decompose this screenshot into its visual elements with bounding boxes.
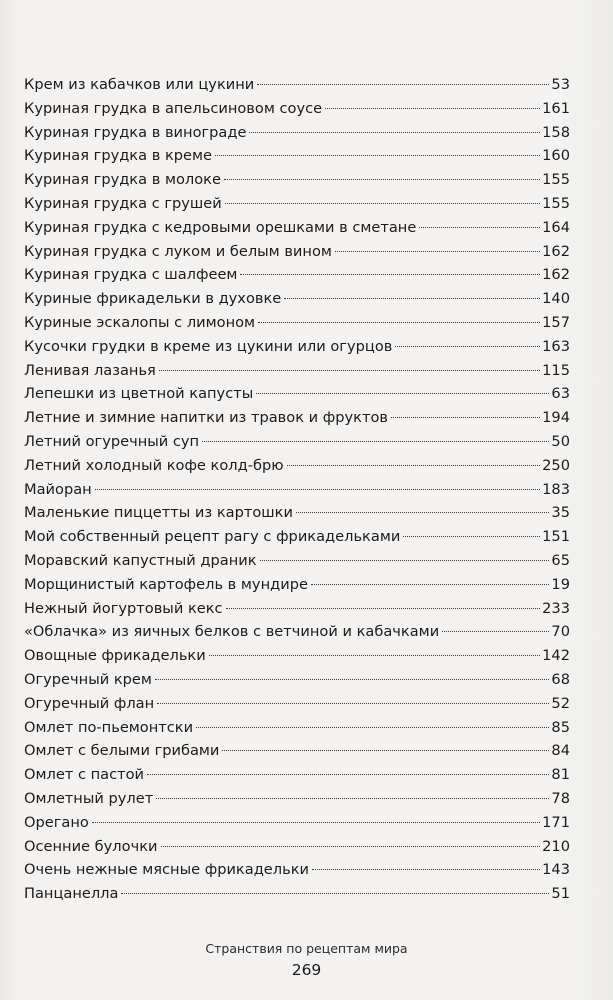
index-entry-page: 160: [542, 147, 570, 165]
index-entry: [24, 144, 570, 168]
index-entry-title: Моравский капустный драник: [24, 551, 257, 569]
dot-leader: [215, 155, 540, 156]
dot-leader: [222, 750, 549, 751]
dot-leader: [224, 179, 540, 180]
index-entry: [24, 382, 570, 406]
index-entry-title: Куриные эскалопы с лимоном: [24, 313, 256, 331]
index-entry: [24, 644, 570, 668]
index-entry: [24, 240, 570, 264]
page-number: 269: [291, 961, 322, 979]
dot-leader: [156, 798, 549, 799]
index-entry-page: 161: [542, 99, 570, 117]
index-entry-title: Куриная грудка с грушей: [24, 194, 222, 212]
index-entry-page: 52: [551, 694, 570, 712]
dot-leader: [161, 846, 541, 847]
index-entry-title: Овощные фрикадельки: [24, 647, 206, 665]
index-entry-page: 35: [551, 504, 570, 522]
index-entry-title: Летний огуречный суп: [24, 432, 200, 450]
index-entry: [24, 739, 570, 763]
dot-leader: [209, 655, 540, 656]
index-entry-title: Огуречный крем: [24, 670, 152, 688]
index-entry-title: Куриная грудка в молоке: [24, 171, 221, 189]
index-entry-title: Омлетный рулет: [24, 789, 154, 807]
index-entry: [24, 716, 570, 740]
index-entry-title: «Облачка» из яичных белков с ветчиной и кабачками: [24, 623, 440, 641]
index-entry-page: 183: [542, 480, 570, 498]
index-entry-title: Летний холодный кофе колд-брю: [24, 456, 284, 474]
dot-leader: [325, 108, 540, 109]
index-entry: [24, 668, 570, 692]
index-entry: [24, 263, 570, 287]
index-entry-page: 155: [542, 194, 570, 212]
index-entry-title: Орегано: [24, 813, 89, 831]
index-entry-title: Омлет с пастой: [24, 766, 145, 784]
index-entry-title: Мой собственный рецепт рагу с фрикадельками: [24, 528, 401, 546]
index-entry-page: 162: [542, 266, 570, 284]
index-entry: [24, 858, 570, 882]
index-entry: [24, 168, 570, 192]
index-entry: [24, 763, 570, 787]
index-entry-title: Лепешки из цветной капусты: [24, 385, 254, 403]
dot-leader: [225, 203, 540, 204]
dot-leader: [260, 560, 550, 561]
index-entry-page: 233: [542, 599, 570, 617]
index-entry-title: Куриная грудка с шалфеем: [24, 266, 238, 284]
dot-leader: [196, 727, 549, 728]
dot-leader: [312, 869, 540, 870]
index-list: [24, 73, 570, 906]
index-entry: [24, 121, 570, 145]
index-entry-page: 157: [542, 313, 570, 331]
dot-leader: [287, 465, 541, 466]
index-entry-title: Очень нежные мясные фрикадельки: [24, 861, 309, 879]
dot-leader: [240, 274, 540, 275]
index-entry-page: 51: [551, 885, 570, 903]
index-entry: [24, 597, 570, 621]
index-entry-title: Омлет с белыми грибами: [24, 742, 220, 760]
dot-leader: [92, 822, 540, 823]
index-entry-page: 250: [542, 456, 570, 474]
index-entry-page: 19: [551, 575, 570, 593]
index-entry-title: Ленивая лазанья: [24, 361, 156, 379]
index-entry: [24, 478, 570, 502]
index-entry-page: 143: [542, 861, 570, 879]
index-entry: [24, 287, 570, 311]
index-entry: [24, 787, 570, 811]
index-entry: [24, 620, 570, 644]
index-entry-title: Омлет по-пьемонтски: [24, 718, 194, 736]
dot-leader: [335, 251, 540, 252]
dot-leader: [296, 512, 549, 513]
index-entry-page: 140: [542, 290, 570, 308]
index-entry-page: 171: [542, 813, 570, 831]
dot-leader: [147, 774, 549, 775]
index-entry-page: 194: [542, 409, 570, 427]
index-entry: [24, 549, 570, 573]
index-entry: [24, 573, 570, 597]
index-entry-title: Кусочки грудки в креме из цукини или огурцов: [24, 337, 393, 355]
index-entry-title: Маленькие пиццетты из картошки: [24, 504, 293, 522]
index-entry-title: Крем из кабачков или цукини: [24, 76, 255, 93]
dot-leader: [155, 679, 550, 680]
index-entry-page: 78: [551, 789, 570, 807]
index-entry-title: Огуречный флан: [24, 694, 155, 712]
index-entry-page: 164: [542, 218, 570, 236]
dot-leader: [419, 227, 540, 228]
index-entry-page: 81: [551, 766, 570, 784]
dot-leader: [311, 584, 549, 585]
index-entry-title: Куриная грудка в винограде: [24, 123, 247, 141]
index-entry: [24, 359, 570, 383]
index-entry-title: Куриная грудка с луком и белым вином: [24, 242, 332, 260]
index-entry-title: Летние и зимние напитки из травок и фруктов: [24, 409, 388, 427]
index-entry: [24, 835, 570, 859]
index-entry: [24, 97, 570, 121]
index-entry: [24, 311, 570, 335]
dot-leader: [249, 132, 540, 133]
index-entry: [24, 882, 570, 906]
index-entry-page: 115: [542, 361, 570, 379]
index-entry-page: 85: [551, 718, 570, 736]
dot-leader: [159, 370, 540, 371]
dot-leader: [226, 608, 541, 609]
index-entry-title: Куриная грудка с кедровыми орешками в сметане: [24, 218, 417, 236]
index-entry-page: 65: [551, 551, 570, 569]
dot-leader: [403, 536, 540, 537]
index-entry-title: Морщинистый картофель в мундире: [24, 575, 308, 593]
index-entry-title: Куриные фрикадельки в духовке: [24, 290, 282, 308]
index-entry-page: 158: [542, 123, 570, 141]
dot-leader: [157, 703, 549, 704]
index-entry: [24, 192, 570, 216]
index-entry-page: 68: [551, 670, 570, 688]
index-entry-title: Осенние булочки: [24, 837, 158, 855]
running-footer-title: Странствия по рецептам мира: [205, 941, 408, 956]
index-entry: [24, 501, 570, 525]
index-entry-page: 210: [542, 837, 570, 855]
index-entry: [24, 454, 570, 478]
index-entry-title: Куриная грудка в апельсиновом соусе: [24, 99, 323, 117]
index-entry-page: 142: [542, 647, 570, 665]
dot-leader: [95, 489, 540, 490]
index-entry-page: 63: [551, 385, 570, 403]
dot-leader: [284, 298, 540, 299]
index-entry: [24, 73, 570, 97]
index-entry-page: 50: [551, 432, 570, 450]
index-entry-page: 162: [542, 242, 570, 260]
dot-leader: [257, 84, 549, 85]
dot-leader: [442, 631, 549, 632]
index-entry-page: 53: [551, 76, 570, 93]
index-entry: [24, 525, 570, 549]
index-entry: [24, 406, 570, 430]
dot-leader: [395, 346, 540, 347]
index-entry-title: Куриная грудка в креме: [24, 147, 212, 165]
index-entry-page: 84: [551, 742, 570, 760]
dot-leader: [202, 441, 549, 442]
dot-leader: [121, 893, 549, 894]
index-entry-title: Панцанелла: [24, 885, 119, 903]
dot-leader: [256, 393, 549, 394]
index-entry: [24, 430, 570, 454]
dot-leader: [258, 322, 540, 323]
index-entry-page: 155: [542, 171, 570, 189]
index-entry: [24, 692, 570, 716]
dot-leader: [391, 417, 540, 418]
index-entry-page: 70: [551, 623, 570, 641]
index-entry-page: 163: [542, 337, 570, 355]
index-entry: [24, 335, 570, 359]
index-entry-title: Майоран: [24, 480, 92, 498]
index-entry-page: 151: [542, 528, 570, 546]
index-entry-title: Нежный йогуртовый кекс: [24, 599, 223, 617]
index-entry: [24, 216, 570, 240]
index-entry: [24, 811, 570, 835]
